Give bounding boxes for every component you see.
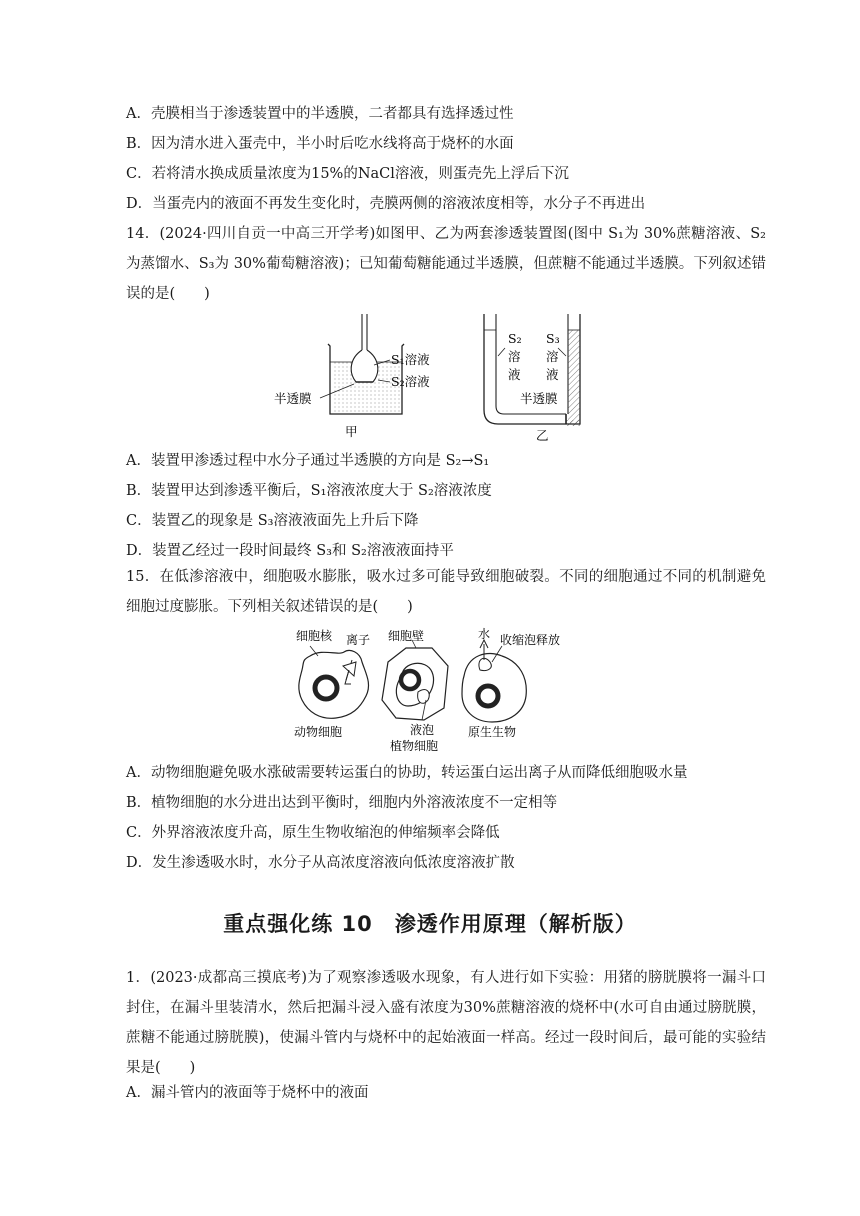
q13-option-a: A．壳膜相当于渗透装置中的半透膜，二者都具有选择透过性 [126,106,514,122]
q1-option-a: A．漏斗管内的液面等于烧杯中的液面 [126,1085,369,1101]
cell-swelling-figure [288,626,598,754]
protist-cell [462,626,560,739]
label-yi: 乙 [536,428,549,443]
label-membrane-left: 半透膜 [274,391,312,406]
q14-option-b: B．装置甲达到渗透平衡后，S₁溶液浓度大于 S₂溶液浓度 [126,483,492,499]
animal-cell [294,628,370,739]
u-tube-s2: S₂ [508,331,522,346]
label-protist: 原生生物 [468,725,517,739]
q15-option-c: C．外界溶液浓度升高，原生生物收缩泡的伸缩频率会降低 [126,825,500,841]
u-tube-s3: S₃ [546,331,560,346]
label-animal-cell: 动物细胞 [294,725,343,739]
label-ion: 离子 [346,633,371,647]
q13-option-b: B．因为清水进入蛋壳中，半小时后吃水线将高于烧杯的水面 [126,136,514,152]
label-plant-cell: 植物细胞 [390,739,439,753]
q15-option-a: A．动物细胞避免吸水涨破需要转运蛋白的协助，转运蛋白运出离子从而降低细胞吸水量 [126,765,688,781]
device-yi [484,314,580,443]
label-vacuole-release: 收缩泡释放 [500,633,561,647]
u-tube-s3-char2: 液 [546,367,559,382]
q15-option-d: D．发生渗透吸水时，水分子从高浓度溶液向低浓度溶液扩散 [126,855,515,871]
q14-stem: 14．(2024·四川自贡一中高三开学考)如图甲、乙为两套渗透装置图(图中 S₁为 30%蔗糖溶液、S₂为蒸馏水、S₃为 30%葡萄糖溶液)；已知葡萄糖能通过半透膜，但蔗糖不能通过半透膜。下列叙述错误的是( ) [126,226,766,302]
label-nucleus: 细胞核 [296,629,333,643]
u-tube-s3-char1: 溶 [546,349,559,364]
label-s1-solution: S₁溶液 [391,352,430,367]
label-membrane-right: 半透膜 [520,391,558,406]
label-jia: 甲 [345,424,358,439]
q13-option-d: D．当蛋壳内的液面不再发生变化时，壳膜两侧的溶液浓度相等，水分子不再进出 [126,196,646,212]
label-cell-wall: 细胞壁 [388,629,425,643]
q1-stem: 1．(2023·成都高三摸底考)为了观察渗透吸水现象，有人进行如下实验：用猪的膀胱膜将一漏斗口封住，在漏斗里装清水，然后把漏斗浸入盛有浓度为30%蔗糖溶液的烧杯中(水可自由通过膀胱膜，蔗糖不能通过膀胱膜)，使漏斗管内与烧杯中的起始液面一样高。经过一段时间后，最可能的实验结果是( ) [126,970,766,1076]
q15-stem: 15．在低渗溶液中，细胞吸水膨胀，吸水过多可能导致细胞破裂。不同的细胞通过不同的机制避免细胞过度膨胀。下列相关叙述错误的是( ) [126,569,766,615]
section-title: 重点强化练 10 渗透作用原理（解析版） [223,912,637,936]
u-tube-s2-char1: 溶 [508,349,521,364]
q14-option-a: A．装置甲渗透过程中水分子通过半透膜的方向是 S₂→S₁ [126,453,490,469]
device-jia [274,314,430,439]
q13-option-c: C．若将清水换成质量浓度为15%的NaCl溶液，则蛋壳先上浮后下沉 [126,166,569,182]
q14-option-c: C．装置乙的现象是 S₃溶液液面先上升后下降 [126,513,419,529]
label-water: 水 [478,627,491,641]
osmosis-apparatus-figure [270,310,600,445]
q14-option-d: D．装置乙经过一段时间最终 S₃和 S₂溶液液面持平 [126,543,454,559]
label-s2-solution: S₂溶液 [391,374,430,389]
u-tube-s2-char2: 液 [508,367,521,382]
q15-option-b: B．植物细胞的水分进出达到平衡时，细胞内外溶液浓度不一定相等 [126,795,558,811]
label-vacuole: 液泡 [410,723,435,737]
plant-cell [382,629,448,753]
